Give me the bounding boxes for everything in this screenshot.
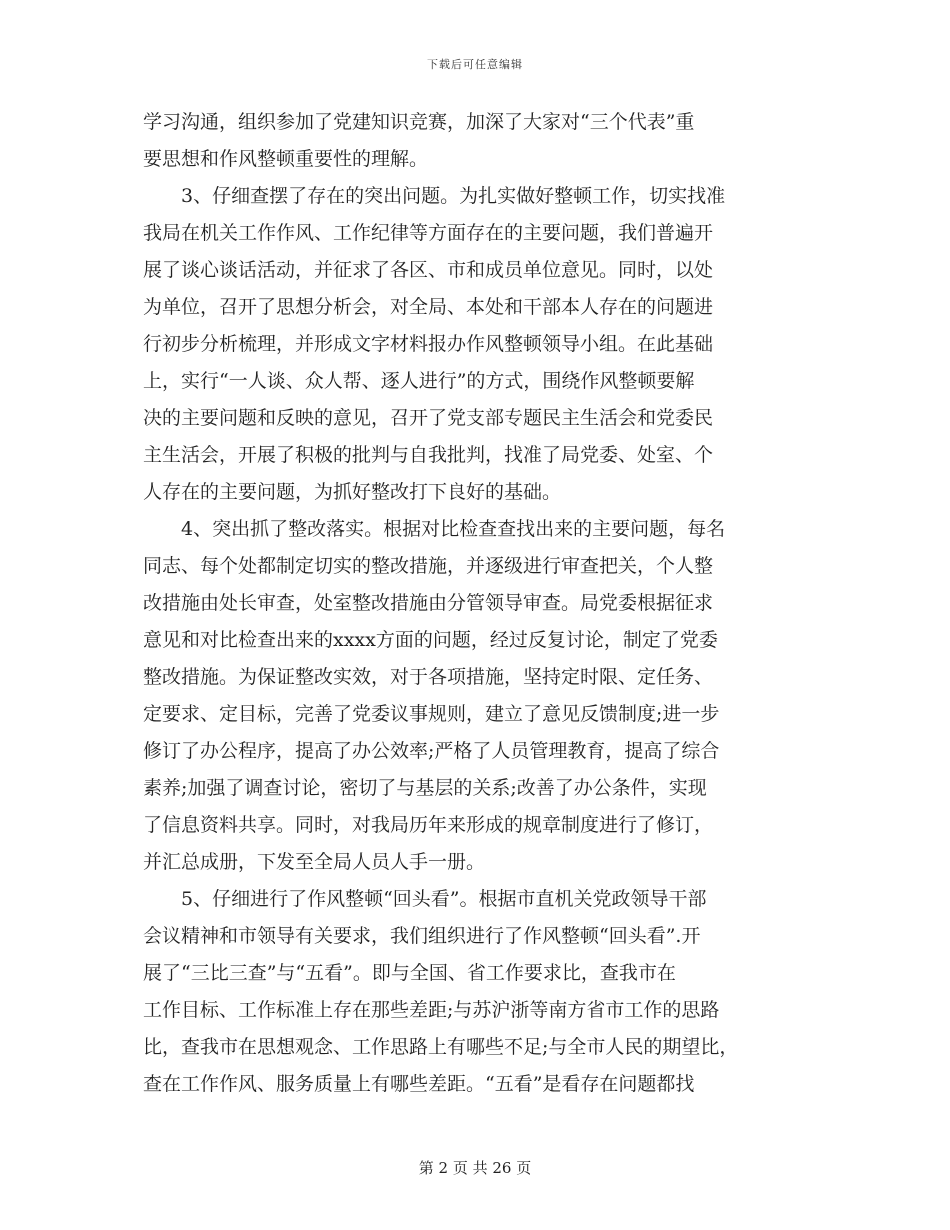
page-footer: 第 2 页 共 26 页	[418, 1159, 532, 1177]
text-line: 要思想和作风整顿重要性的理解。	[143, 148, 429, 170]
text-line: 并汇总成册，下发至全局人员人手一册。	[143, 851, 486, 873]
text-line: 主生活会，开展了积极的批判与自我批判，找准了局党委、处室、个	[143, 444, 714, 466]
text-line: 上，实行“一人谈、众人帮、逐人进行”的方式，围绕作风整顿要解	[143, 370, 695, 392]
text-line: 展了“三比三查”与“五看”。即与全国、省工作要求比，查我市在	[143, 962, 676, 984]
text-line: 为单位，召开了思想分析会，对全局、本处和干部本人存在的问题进	[143, 296, 714, 318]
text-line: 整改措施。为保证整改实效，对于各项措施，坚持定时限、定任务、	[143, 666, 714, 688]
text-line: 人存在的主要问题，为抓好整改打下良好的基础。	[143, 481, 562, 503]
text-line: 定要求、定目标，完善了党委议事规则，建立了意见反馈制度;进一步	[143, 703, 720, 725]
text-line: 展了谈心谈话活动，并征求了各区、市和成员单位意见。同时，以处	[143, 259, 714, 281]
text-line: 学习沟通，组织参加了党建知识竞赛，加深了大家对“三个代表”重	[143, 111, 695, 133]
text-line: 了信息资料共享。同时，对我局历年来形成的规章制度进行了修订，	[143, 814, 714, 836]
text-line: 行初步分析梳理，并形成文字材料报办作风整顿领导小组。在此基础	[143, 333, 714, 355]
paragraph-first-line: 4、突出抓了整改落实。根据对比检查查找出来的主要问题，每名	[181, 518, 726, 540]
text-line: 工作目标、工作标准上存在那些差距;与苏沪浙等南方省市工作的思路	[143, 999, 720, 1021]
text-line: 会议精神和市领导有关要求，我们组织进行了作风整顿“回头看”.开	[143, 925, 701, 947]
text-line: 改措施由处长审查，处室整改措施由分管领导审查。局党委根据征求	[143, 592, 714, 614]
paragraph-first-line: 3、仔细查摆了存在的突出问题。为扎实做好整顿工作，切实找准	[181, 185, 726, 207]
text-line: 查在工作作风、服务质量上有哪些差距。“五看”是看存在问题都找	[143, 1073, 695, 1095]
text-line: 意见和对比检查出来的xxxx方面的问题，经过反复讨论，制定了党委	[143, 629, 718, 651]
text-line: 比，查我市在思想观念、工作思路上有哪些不足;与全市人民的期望比，	[143, 1036, 739, 1058]
paragraph-first-line: 5、仔细进行了作风整顿“回头看”。根据市直机关党政领导干部	[181, 888, 707, 910]
text-line: 同志、每个处都制定切实的整改措施，并逐级进行审查把关，个人整	[143, 555, 714, 577]
text-line: 素养;加强了调查讨论，密切了与基层的关系;改善了办公条件，实现	[143, 777, 707, 799]
text-line: 我局在机关工作作风、工作纪律等方面存在的主要问题，我们普遍开	[143, 222, 714, 244]
text-line: 修订了办公程序，提高了办公效率;严格了人员管理教育，提高了综合	[143, 740, 720, 762]
text-line: 决的主要问题和反映的意见，召开了党支部专题民主生活会和党委民	[143, 407, 714, 429]
document-body	[143, 104, 813, 1103]
page-header: 下载后可任意编辑	[427, 58, 523, 71]
